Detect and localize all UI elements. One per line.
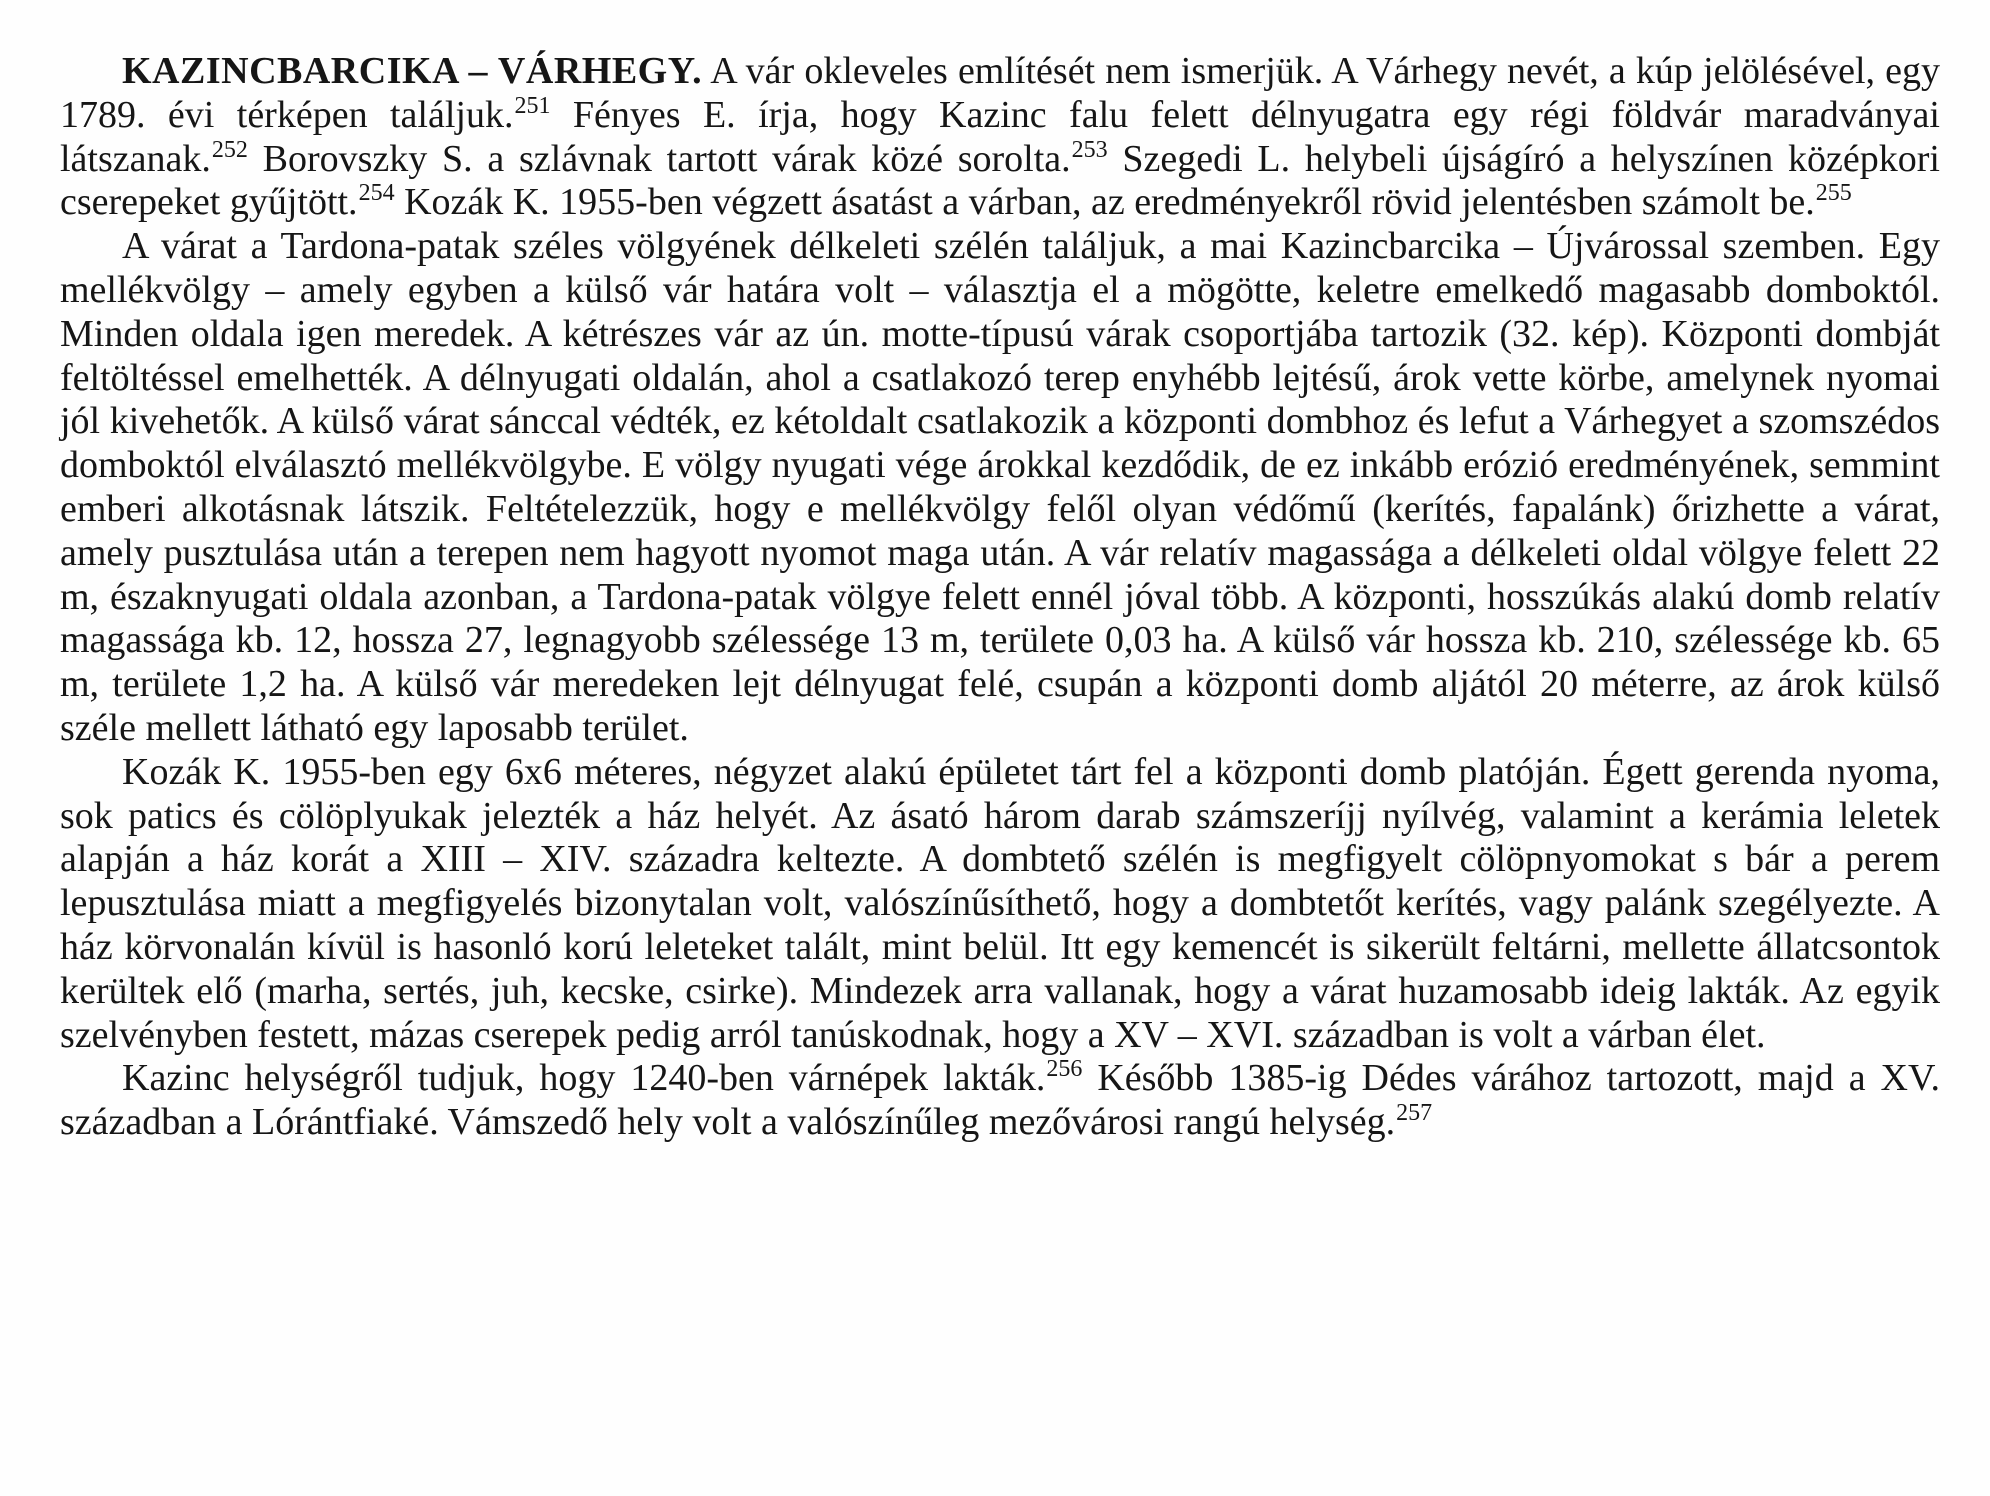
- paragraph-1: [60, 50, 1940, 225]
- body-text: Később 1385-ig Dédes várához tartozott, majd a XV. században a Lórántfiaké. Vámszedő hely volt a valószínűleg mezővárosi rangú helység.: [60, 1057, 1941, 1144]
- paragraph-2: [60, 225, 1940, 751]
- footnote-ref-255: 255: [1815, 180, 1852, 207]
- body-text: Kozák K. 1955-ben végzett ásatást a várban, az eredményekről rövid jelentésben számolt be.: [394, 181, 1815, 224]
- body-text: Borovszky S. a szlávnak tartott várak közé sorolta.: [247, 137, 1071, 180]
- paragraph-3: [60, 751, 1940, 1058]
- paragraph-4: [60, 1057, 1940, 1145]
- body-text: A vár okleveles említését nem ismerjük. A Várhegy nevét, a kúp jelölésével, egy 1789. évi térképen találjuk.: [60, 50, 1940, 136]
- footnote-ref-252: 252: [211, 136, 248, 163]
- body-text: Kozák K. 1955-ben egy 6x6 méteres, négyzet alakú épületet tárt fel a központi domb platóján. Égett gerenda nyoma, sok patics és cölöplyukak jelezték a ház helyét. Az ásató három darab számszeríjj nyílvég, valamint a kerámia leletek alapján a ház korát a XIII – XIV. századra keltezte. A dombtető szélén is megfigyelt cölöpnyomokat s bár a perem lepusztulása miatt a megfigyelés bizonytalan volt, valószínűsíthető, hogy a dombtetőt kerítés, vagy palánk szegélyezte. A ház körvonalán kívül is hasonló korú leleteket talált, mint belül. Itt egy kemencét is sikerült feltárni, mellette állatcsontok kerültek elő (marha, sertés, juh, kecske, csirke). Mindezek arra vallanak, hogy a várat huzamosabb ideig lakták. Az egyik szelvényben festett, mázas cserepek pedig arról tanúskodnak, hogy a XV – XVI. században is volt a várban élet.: [60, 750, 1940, 1056]
- document-page: [60, 50, 1940, 1145]
- body-text: Fényes E. írja, hogy Kazinc falu felett délnyugatra egy régi földvár maradványai látszanak.: [60, 93, 1940, 180]
- footnote-ref-254: 254: [358, 180, 395, 207]
- body-text: Szegedi L. helybeli újságíró a helyszínen középkori cserepeket gyűjtött.: [60, 137, 1940, 224]
- body-text: A várat a Tardona-patak széles völgyének délkeleti szélén találjuk, a mai Kazincbarcika – Újvárossal szemben. Egy mellékvölgy – amely egyben a külső vár határa volt – választja el a mögötte, keletre emelkedő magasabb domboktól. Minden oldala igen meredek. A kétrészes vár az ún. motte-típusú várak csoportjába tartozik (32. kép). Központi dombját feltöltéssel emelhették. A délnyugati oldalán, ahol a csatlakozó terep enyhébb lejtésű, árok vette körbe, amelynek nyomai jól kivehetők. A külső várat sánccal védték, ez kétoldalt csatlakozik a központi dombhoz és lefut a Várhegyet a szomszédos domboktól elválasztó mellékvölgybe. E völgy nyugati vége árokkal kezdődik, de ez inkább erózió eredményének, semmint emberi alkotásnak látszik. Feltételezzük, hogy e mellékvölgy felől olyan védőmű (kerítés, fapalánk) őrizhette a várat, amely pusztulása után a terepen nem hagyott nyomot maga után. A vár relatív magassága a délkeleti oldal völgye felett 22 m, északnyugati oldala azonban, a Tardona-patak völgye felett ennél jóval több. A központi, hosszúkás alakú domb relatív magassága kb. 12, hossza 27, legnagyobb szélessége 13 m, területe 0,03 ha. A külső vár hossza kb. 210, szélessége kb. 65 m, területe 1,2 ha. A külső vár meredeken lejt délnyugat felé, csupán a központi domb aljától 20 méterre, az árok külső széle mellett látható egy laposabb terület.: [60, 225, 1940, 749]
- body-text: Kazinc helységről tudjuk, hogy 1240-ben várnépek lakták.: [122, 1057, 1046, 1100]
- footnote-ref-253: 253: [1071, 136, 1108, 163]
- footnote-ref-257: 257: [1396, 1100, 1433, 1127]
- entry-heading: KAZINCBARCIKA – VÁRHEGY.: [122, 50, 703, 92]
- footnote-ref-251: 251: [514, 92, 551, 119]
- footnote-ref-256: 256: [1046, 1056, 1083, 1083]
